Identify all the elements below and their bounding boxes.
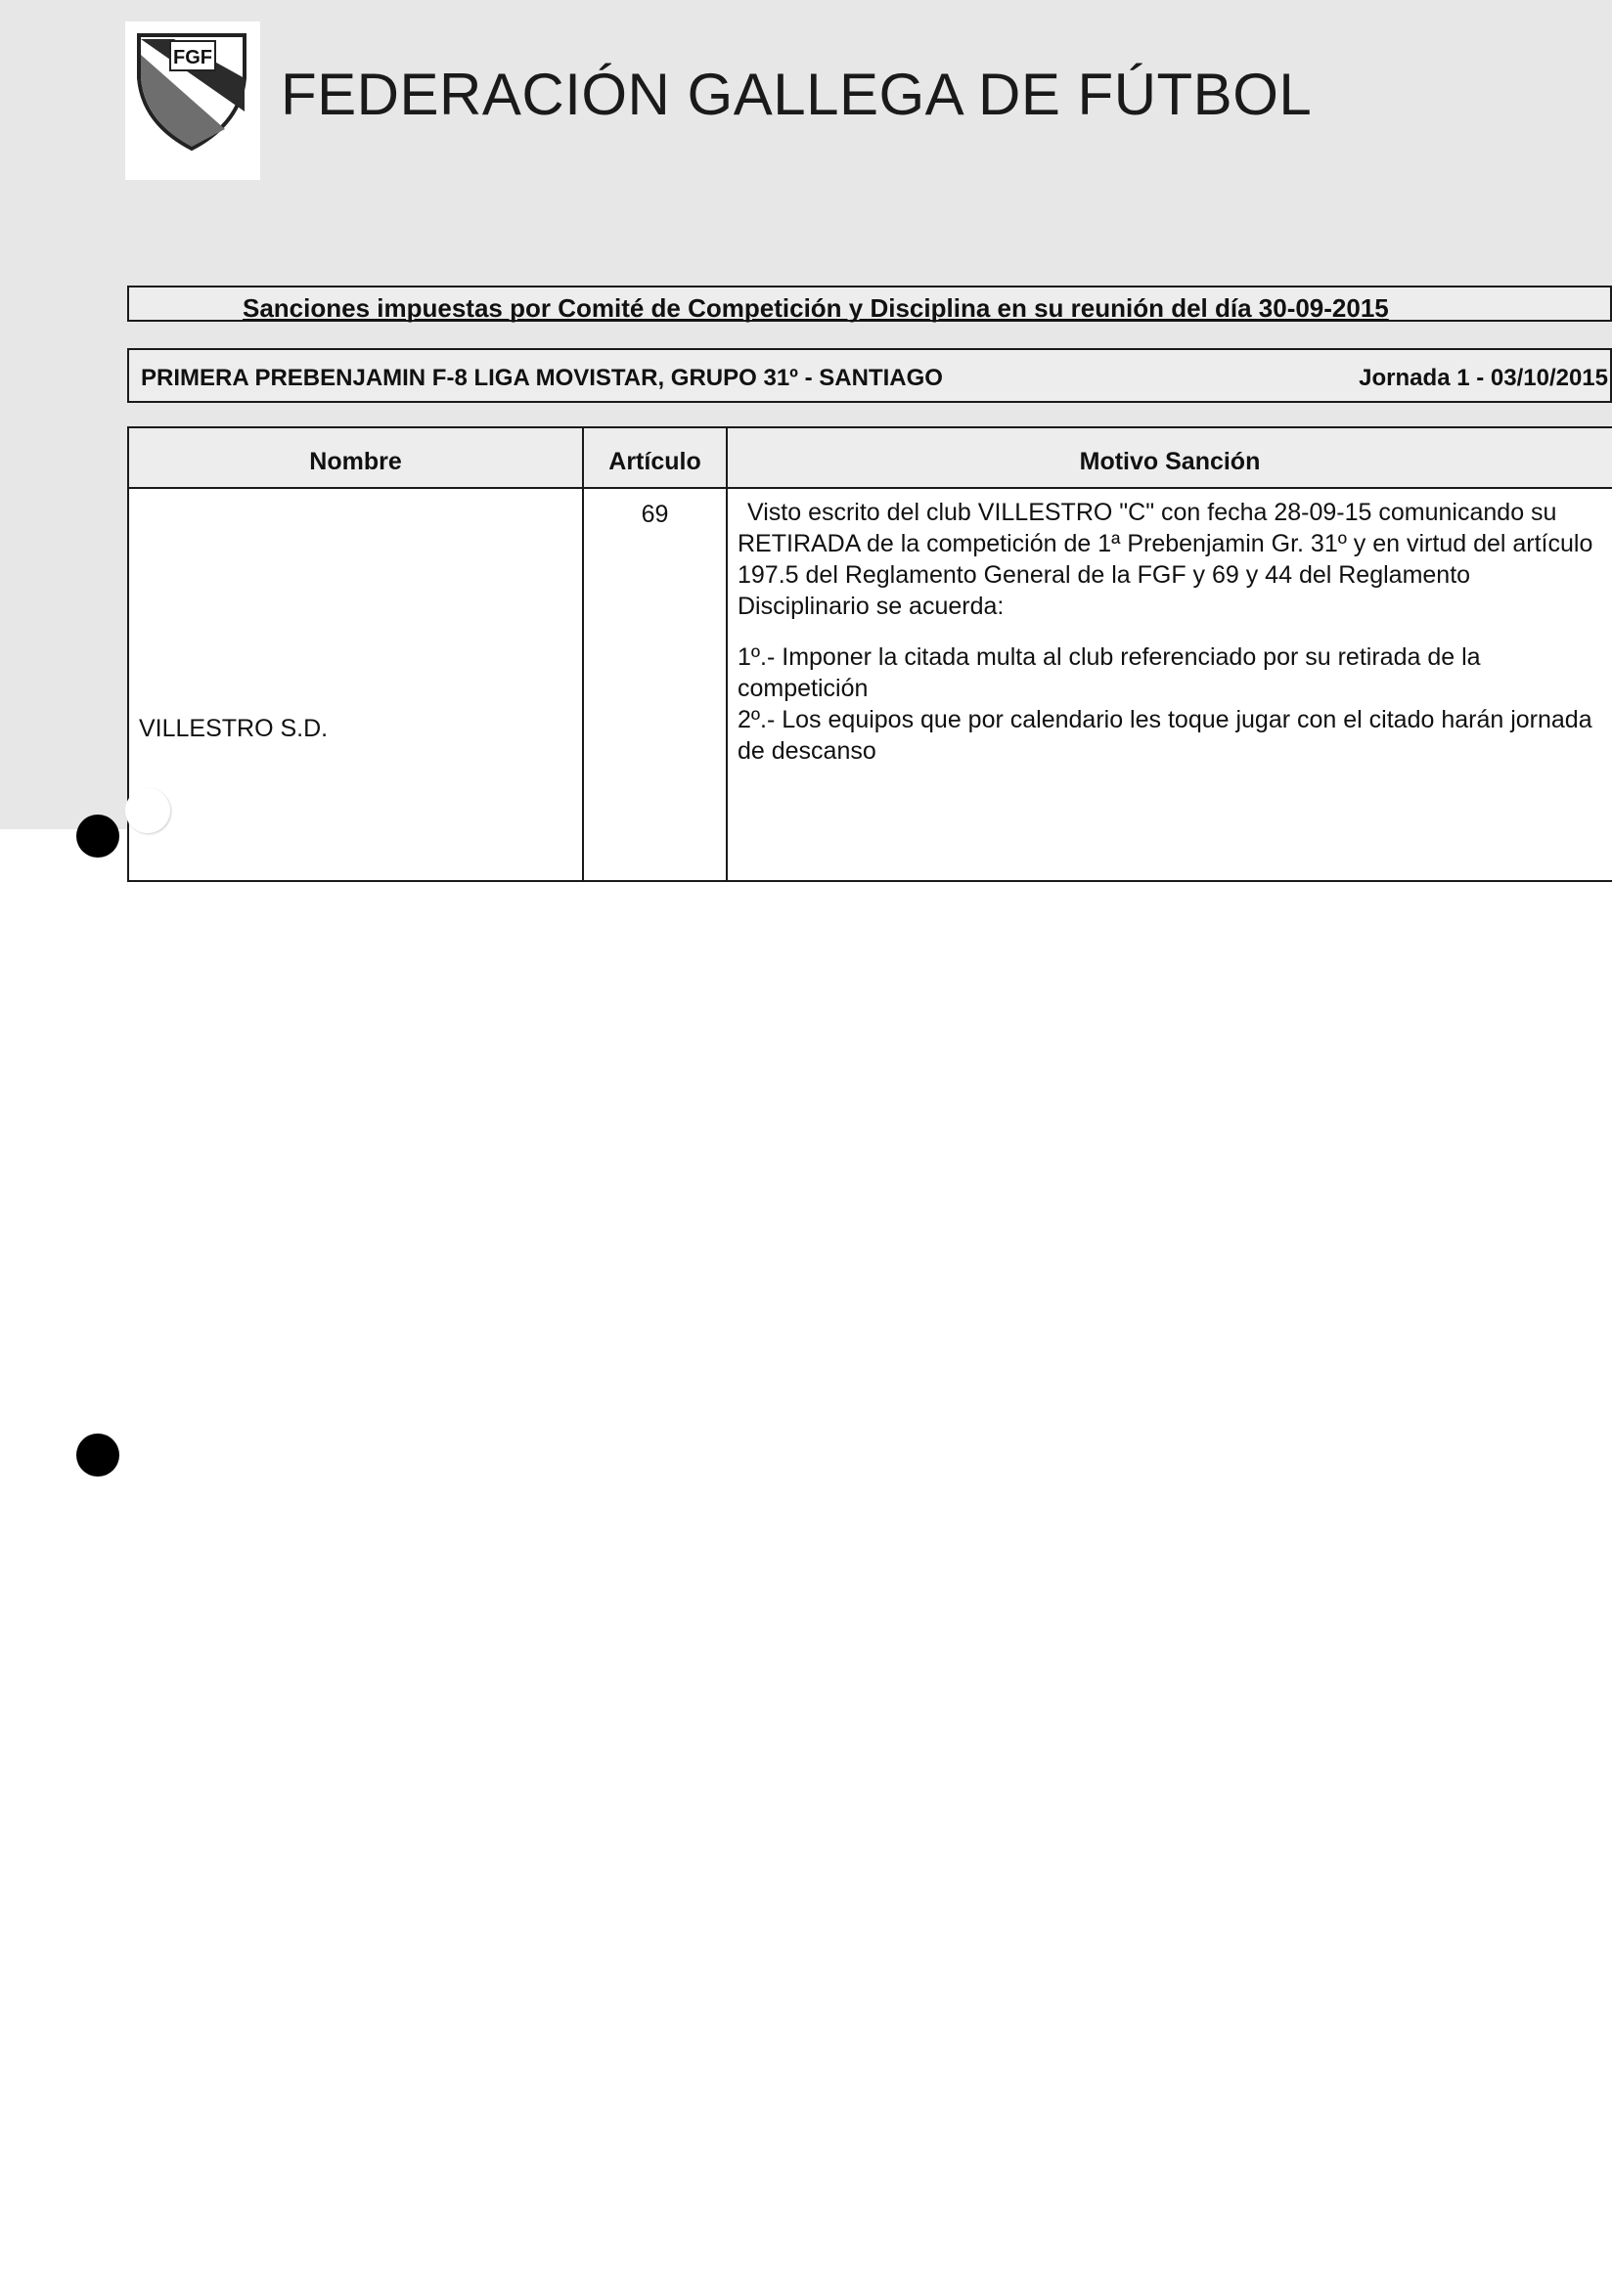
fgf-shield-logo-icon — [131, 27, 252, 155]
sanctions-title: Sanciones impuestas por Comité de Competición y Disciplina en su reunión del día 30-09-2015 — [243, 293, 1389, 323]
competition-bar — [127, 348, 1612, 403]
table-row — [128, 488, 1612, 881]
header-articulo: Artículo — [583, 427, 727, 488]
competition-name: PRIMERA PREBENJAMIN F-8 LIGA MOVISTAR, GRUPO 31º - SANTIAGO — [141, 365, 943, 391]
svg-text:FGF: FGF — [173, 47, 212, 68]
federation-title: FEDERACIÓN GALLEGA DE FÚTBOL — [281, 62, 1313, 127]
motivo-point-2: 2º.- Los equipos que por calendario les toque jugar con el citado harán jornada de descanso — [738, 706, 1592, 765]
federation-logo — [125, 22, 260, 180]
punch-hole-bottom — [76, 1434, 119, 1477]
sanctions-table — [127, 426, 1612, 882]
jornada-date: Jornada 1 - 03/10/2015 — [1359, 365, 1608, 391]
header-nombre: Nombre — [128, 427, 583, 488]
punch-hole-top — [76, 815, 119, 858]
header-motivo: Motivo Sanción — [727, 427, 1612, 488]
punch-hole-shadow-top — [125, 788, 170, 833]
cell-motivo — [727, 488, 1612, 881]
cell-articulo: 69 — [583, 488, 727, 881]
sanctions-title-bar — [127, 286, 1612, 322]
cell-nombre: VILLESTRO S.D. — [128, 488, 583, 881]
punch-hole-shadow-bottom — [125, 1408, 170, 1453]
motivo-intro: Visto escrito del club VILLESTRO "C" con fecha 28-09-15 comunicando su RETIRADA de la competición de 1ª Prebenjamin Gr. 31º y en virtud del artículo 197.5 del Reglamento General de la FGF y 69 y 44 del Reglamento Disciplinario se acuerda: — [738, 499, 1593, 620]
motivo-point-1: 1º.- Imponer la citada multa al club referenciado por su retirada de la competición — [738, 643, 1481, 702]
table-header-row — [128, 427, 1612, 488]
